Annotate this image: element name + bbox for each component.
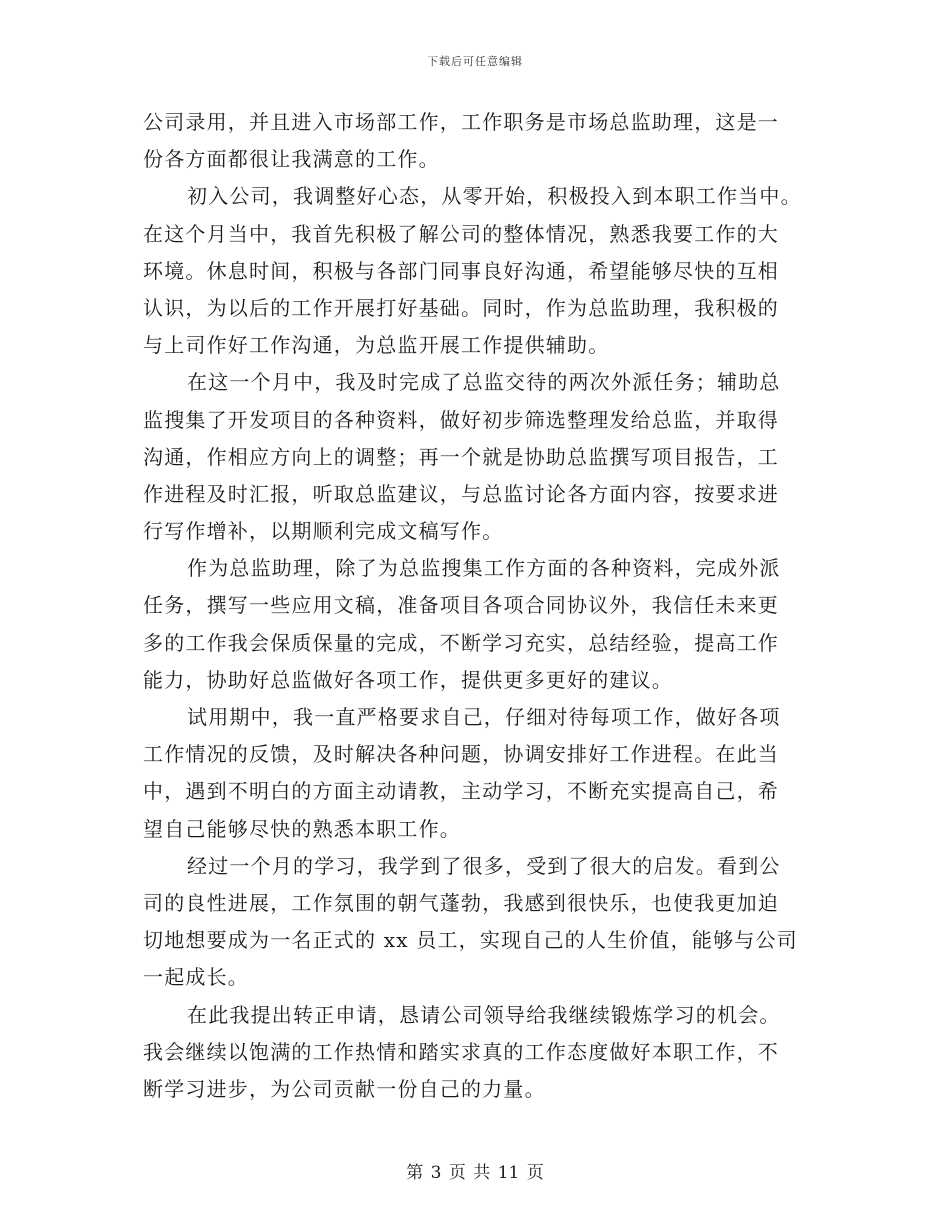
- body-line: 认识，为以后的工作开展打好基础。同时，作为总监助理，我积极的: [143, 295, 779, 320]
- body-line: 初入公司，我调整好心态，从零开始，积极投入到本职工作当中。: [187, 184, 802, 209]
- body-line: 在这一个月中，我及时完成了总监交待的两次外派任务；辅助总: [187, 370, 781, 395]
- body-line: 司的良性进展，工作氛围的朝气蓬勃，我感到很快乐，也使我更加迫: [143, 890, 779, 915]
- body-line: 环境。休息时间，积极与各部门同事良好沟通，希望能够尽快的互相: [143, 258, 779, 283]
- body-line: 切地想要成为一名正式的 xx 员工，实现自己的人生价值，能够与公司: [143, 928, 798, 953]
- body-line: 多的工作我会保质保量的完成，不断学习充实，总结经验，提高工作: [143, 630, 779, 655]
- body-line: 份各方面都很让我满意的工作。: [143, 147, 440, 172]
- body-line: 作为总监助理，除了为总监搜集工作方面的各种资料，完成外派: [187, 556, 781, 581]
- body-line: 断学习进步，为公司贡献一份自己的力量。: [143, 1076, 546, 1101]
- body-line: 作进程及时汇报，听取总监建议，与总监讨论各方面内容，按要求进: [143, 481, 779, 506]
- page-header-note: 下载后可任意编辑: [427, 55, 523, 68]
- body-line: 监搜集了开发项目的各种资料，做好初步筛选整理发给总监，并取得: [143, 407, 779, 432]
- body-line: 望自己能够尽快的熟悉本职工作。: [143, 816, 461, 841]
- body-line: 试用期中，我一直严格要求自己，仔细对待每项工作，做好各项: [187, 705, 781, 729]
- body-line: 工作情况的反馈，及时解决各种问题，协调安排好工作进程。在此当: [143, 742, 779, 767]
- body-line: 行写作增补，以期顺利完成文稿写作。: [143, 519, 504, 544]
- body-line: 一起成长。: [143, 965, 249, 990]
- page-number: 第 3 页 共 11 页: [406, 1163, 544, 1183]
- body-line: 公司录用，并且进入市场部工作，工作职务是市场总监助理，这是一: [143, 110, 779, 134]
- body-line: 任务，撰写一些应用文稿，准备项目各项合同协议外，我信任未来更: [143, 593, 779, 618]
- document-body: [143, 104, 823, 1108]
- body-line: 在这个月当中，我首先积极了解公司的整体情况，熟悉我要工作的大: [143, 221, 779, 246]
- body-line: 经过一个月的学习，我学到了很多，受到了很大的启发。看到公: [187, 853, 781, 878]
- body-line: 中，遇到不明白的方面主动请教，主动学习，不断充实提高自己，希: [143, 779, 779, 804]
- body-line: 在此我提出转正申请，恳请公司领导给我继续锻炼学习的机会。: [187, 1002, 781, 1027]
- body-line: 沟通，作相应方向上的调整；再一个就是协助总监撰写项目报告，工: [143, 444, 779, 469]
- body-line: 能力，协助好总监做好各项工作，提供更多更好的建议。: [143, 667, 673, 692]
- body-line: 与上司作好工作沟通，为总监开展工作提供辅助。: [143, 333, 610, 358]
- body-line: 我会继续以饱满的工作热情和踏实求真的工作态度做好本职工作，不: [143, 1039, 779, 1064]
